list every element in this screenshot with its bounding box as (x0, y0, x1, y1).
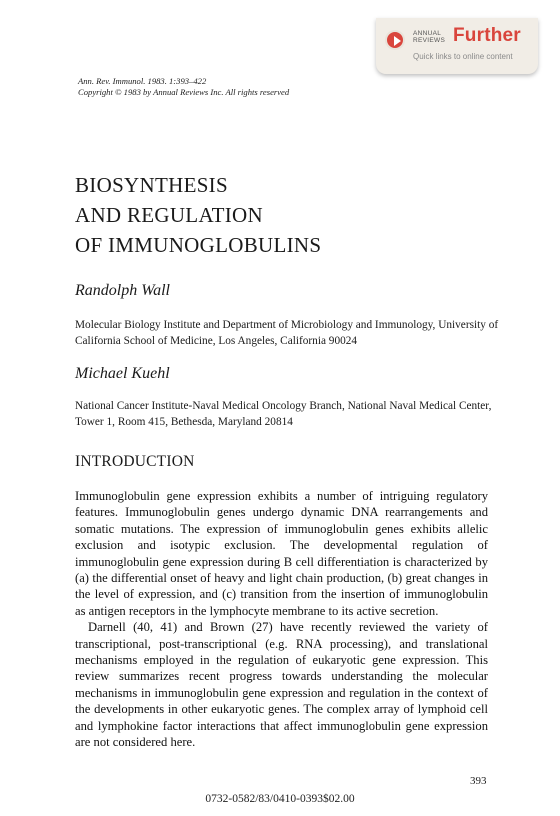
author-affiliation: National Cancer Institute-Naval Medical Oncology Branch, National Naval Medical Center, Tower 1, Room 415, Bethesda, Maryland 20814 (75, 400, 492, 428)
journal-header (78, 76, 289, 98)
section-heading: INTRODUCTION (75, 453, 195, 470)
title-line: AND REGULATION (75, 203, 263, 227)
annual-reviews-logo (413, 30, 445, 44)
journal-copyright: Copyright © 1983 by Annual Reviews Inc. All rights reserved (78, 87, 290, 97)
title-line: OF IMMUNOGLOBULINS (75, 233, 322, 257)
body-paragraph: Immunoglobulin gene expression exhibits a number of intriguing regulatory features. Immunoglobulin genes undergo dynamic DNA rearrangements and somatic mutations. The expression of immunoglobulin genes exhibits allelic exclusion and isotypic exclusion. The developmental regulation of immunoglobulin gene expression during B cell differentiation is characterized by (a) the differential onset of heavy and light chain production, (b) great changes in the level of expression, and (c) transition from the insertion of immunoglobulin as antigen receptors in the lymphocyte membrane to its active secretion. (75, 489, 488, 618)
further-subtitle: Quick links to online content (413, 52, 513, 61)
reviews-label: REVIEWS (413, 37, 446, 44)
title-line: BIOSYNTHESIS (75, 173, 228, 197)
further-word: Further (453, 25, 521, 46)
page-number: 393 (470, 775, 487, 787)
article-code: 0732-0582/83/0410-0393$02.00 (205, 793, 355, 805)
article-title (75, 170, 321, 260)
further-badge[interactable] (376, 18, 538, 74)
annual-label: ANNUAL (413, 30, 442, 37)
play-arrow-icon (385, 30, 405, 50)
author-affiliation: Molecular Biology Institute and Department of Microbiology and Immunology, University of California School of Medicine, Los Angeles, California 90024 (75, 319, 499, 347)
article-body (75, 488, 488, 751)
journal-citation: Ann. Rev. Immunol. 1983. 1:393–422 (78, 76, 207, 86)
body-paragraph: Darnell (40, 41) and Brown (27) have recently reviewed the variety of transcriptional, post-transcriptional (e.g. RNA processing), and translational mechanisms employed in the regulation of eukaryotic gene expression. This review summarizes recent progress towards understanding the molecular mechanisms in immunoglobulin gene expression and regulation in the context of the developments in other eukaryotic genes. The complex array of lymphoid cell and lymphokine factor interactions that affect immunoglobulin gene expression are not considered here. (75, 620, 488, 750)
author-name: Randolph Wall (75, 282, 170, 299)
author-name: Michael Kuehl (75, 365, 170, 382)
